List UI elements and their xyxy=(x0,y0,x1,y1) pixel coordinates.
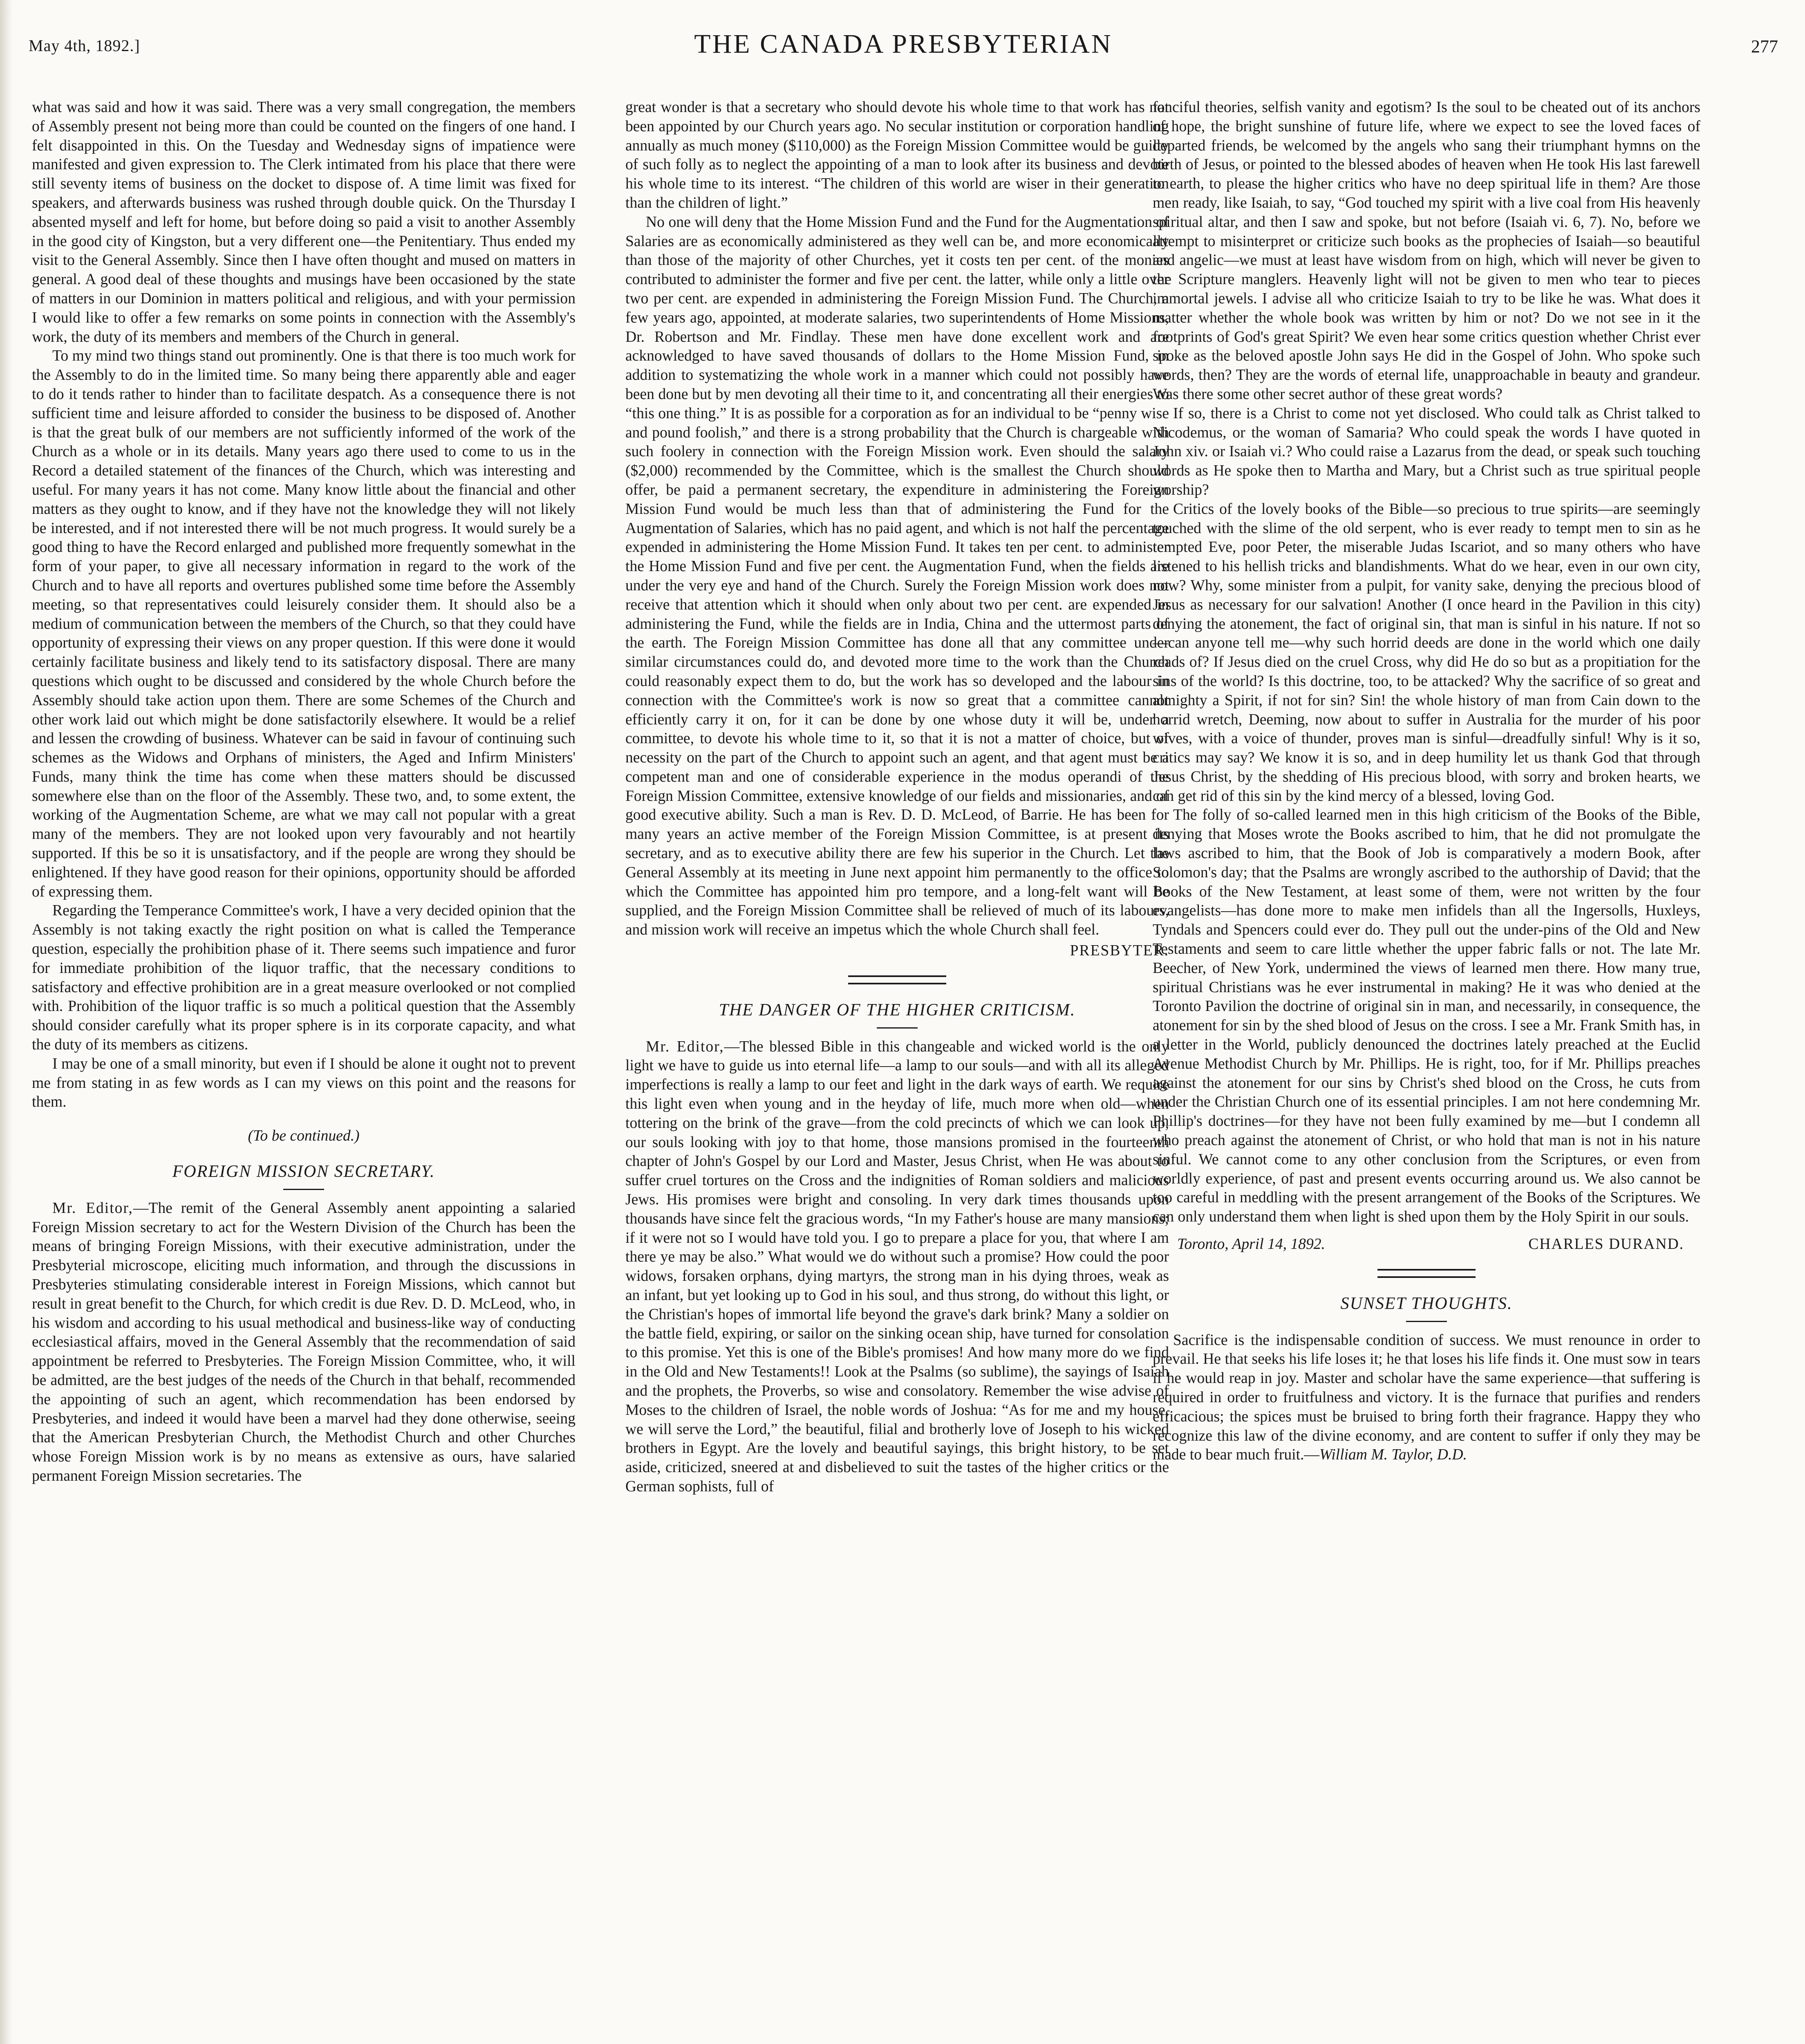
article-paragraph: To my mind two things stand out prominently. One is that there is too much work for the Assembly to do in the limited time. So many being there apparently able and eager to do it tends rather to hinder than to facilitate despatch. As a consequence there is not sufficient time and leisure afforded to consider the business to be disposed of. Another is that the great bulk of our members are not sufficiently informed of the work of the Church as a whole or in its details. Many years ago there used to come to us in the Record a detailed statement of the finances of the Church, which was interesting and useful. For many years it has not come. Many know little about the financial and other matters as they ought to know, and if they have not the knowledge they will not likely be interested, and if not interested there will be not much progress. It would surely be a good thing to have the Record enlarged and published more frequently somewhat in the form of your paper, to give all necessary information in regard to the work of the Church and to have all reports and overtures published some time before the Assembly meeting, so that representatives could leisurely consider them. It should also be a medium of communication between the members of the Church, so that they could have opportunity of expressing their views on any proper question. If this were done it would certainly facilitate business and likely tend to its satisfactory disposal. There are many questions which ought to be discussed and considered by the whole Church before the Assembly should take action upon them. There are some Schemes of the Church and other work laid out which might be done satisfactorily elsewhere. It would be a relief and lessen the crowding of business. Whatever can be said in favour of continuing such schemes as the Widows and Orphans of ministers, the Aged and Infirm Ministers' Funds, many think the time has come when these matters should be discussed somewhere else than on the floor of the Assembly. These two, and, to some extent, the working of the Augmentation Scheme, are what we may call not popular with a great many of the members. They are not looked upon very favourably and not heartily supported. If this be so it is unsatisfactory, and if the people are wrong they should be enlightened. If they have good reason for their opinions, opportunity should be afforded of expressing them. xyxy=(32,347,576,900)
section-title-higher-criticism: THE DANGER OF THE HIGHER CRITICISM. xyxy=(719,1000,1076,1020)
salutation: Mr. Editor, xyxy=(646,1038,724,1055)
section-divider xyxy=(1406,1321,1447,1322)
article-paragraph xyxy=(32,1199,576,1486)
section-divider xyxy=(1377,1269,1476,1278)
section-title-foreign-mission: FOREIGN MISSION SECRETARY. xyxy=(172,1162,435,1181)
section-divider xyxy=(283,1189,324,1190)
article-paragraph: great wonder is that a secretary who should devote his whole time to that work has not been appointed by our Church years ago. No secular institution or corporation handling annually as much money ($110,000) as the Foreign Mission Committee would be guilty of such folly as to neglect the appointing of a man to look after its business and devote his whole time to its interest. “The children of this world are wiser in their generation than the children of light.” xyxy=(625,99,1169,211)
article-signature-line xyxy=(1153,1235,1700,1254)
article-text: Sacrifice is the indispensable condition of success. We must renounce in order to prevail. He that seeks his life loses it; he that loses his life finds it. One must sow in tears if he would reap in joy. Master and scholar have the same experience—that suffering is required in order to fruitfulness and victory. It is the furnace that purifies and renders efficacious; the spices must be bruised to bring forth their fragrance. Happy they who recognize this law of the divine economy, and are content to suffer if only they may be made to bear much fruit.— xyxy=(1153,1331,1700,1464)
article-paragraph: If so, there is a Christ to come not yet disclosed. Who could talk as Christ talked to Nicodemus, or the woman of Samaria? Who could speak the words I have quoted in John xiv. or Isaiah vi.? Who could raise a Lazarus from the dead, or speak such touching words as He spoke then to Martha and Mary, but a Christ such as true spiritual people worship? xyxy=(1153,405,1700,498)
signature-row xyxy=(625,941,1169,961)
article-paragraph: fanciful theories, selfish vanity and egotism? Is the soul to be cheated out of its anchors of hope, the bright sunshine of future life, where we expect to see the loved faces of departed friends, be welcomed by the angels who sang their triumphant hymns on the birth of Jesus, or pointed to the blessed abodes of heaven when He took His last farewell to earth, to please the higher critics who have no deep spiritual life in them? Are those men ready, like Isaiah, to say, “God touched my spirit with a live coal from His heavenly spiritual altar, and then I saw and spoke, but not before (Isaiah vi. 6, 7). No, before we attempt to misinterpret or criticize such books as the prophecies of Isaiah—so beautiful and angelic—we must at least have wisdom from on high, which will never be given to the Scripture manglers. Heavenly light will not be given to men who tear to pieces immortal jewels. I advise all who criticize Isaiah to try to be like he was. What does it matter whether the whole book was written by him or not? Do we not see in it the footprints of God's great Spirit? We even hear some critics question whether Christ ever spoke as the beloved apostle John says He did in the Gospel of John. Who spoke such words, then? They are the words of eternal life, unapproachable in beauty and grandeur. Was there some other secret author of these great words? xyxy=(1153,99,1700,403)
article-paragraph xyxy=(625,1038,1169,1497)
place-date: Toronto, April 14, 1892. xyxy=(1177,1236,1325,1253)
article-paragraph xyxy=(1153,1331,1700,1465)
article-text: —The remit of the General Assembly anent appointing a salaried Foreign Mission secretary to act for the Western Division of the Church has been the means of bringing Foreign Missions, with their executive administration, under the Presbyterial microscope, eliciting much information, and through the discussions in Presbyteries stimulating considerable interest in Foreign Missions, which cannot but result in great benefit to the Church, for which credit is due Rev. D. D. McLeod, who, in his wisdom and according to his usual methodical and business-like way of conducting ecclesiastical affairs, moved in the General Assembly that the recommendation of said appointment be referred to Presbyteries. The Foreign Mission Committee, who, it will be admitted, are the best judges of the needs of the Church in that behalf, recommended the appointing of such an agent, which recommendation has been endorsed by Presbyteries, and indeed it would have been a marvel had they done otherwise, seeing that the American Presbyterian Church, the Methodist Church and other Churches whose Foreign Mission work is by no means as extensive as ours, have salaried permanent Foreign Mission secretaries. The xyxy=(32,1199,576,1484)
attribution: William M. Taylor, D.D. xyxy=(1319,1446,1467,1464)
article-text: —The blessed Bible in this changeable and wicked world is the only light we have to guide us into eternal life—a lamp to our souls—and with all its alleged imperfections is really a lamp to our feet and light in the dark ways of earth. We require this light even when young and in the heyday of life, much more when old—when tottering on the brink of the grave—from the cold precincts of which we can look up, our souls looking with joy to that home, those mansions promised in the fourteenth chapter of John's Gospel by our Lord and Master, Jesus Christ, when He was about to suffer cruel tortures on the Cross and the indignities of Roman soldiers and malicious Jews. His promises were bright and consoling. In very dark times thousands upon thousands have since felt the gracious words, “In my Father's house are many mansions; if it were not so I would have told you. I go to prepare a place for you, that where I am there ye may be also.” What would we do without such a promise? How could the poor widows, forsaken orphans, dying martyrs, the strong man in his dying throes, weak as an infant, but yet looking up to God in his soul, and thus strong, do without this light, or the Christian's hopes of immortal life beyond the grave's dark brink? Many a soldier on the battle field, expiring, or sailor on the sinking ocean ship, have turned for consolation to this promise. Yet this is one of the Bible's promises! And how many more do we find in the Old and New Testaments!! Look at the Psalms (so sublime), the sayings of Isaiah and the prophets, the Proverbs, so wise and consolatory. Remember the wise advise of Moses to the children of Israel, the noble words of Joshua: “As for me and my house, we will serve the Lord,” the beautiful, filial and brotherly love of Joseph to his wicked brothers in Egypt. Are the lovely and beautiful sayings, this bright history, to be set aside, criticized, sneered at and disbelieved to suit the tastes of the higher critics or the German sophists, full of xyxy=(625,1038,1169,1495)
page-edge-shadow xyxy=(0,0,12,2044)
author-name: CHARLES DURAND. xyxy=(1528,1236,1684,1253)
article-paragraph: Regarding the Temperance Committee's work, I have a very decided opinion that the Assembly is not taking exactly the right position on what is called the Temperance question, especially the prohibition phase of it. There seems such impatience and furor for immediate prohibition of the liquor traffic, that the necessary conditions to satisfactory and effective prohibition are in a great measure overlooked or not complied with. Prohibition of the liquor traffic is so much a political question that the Assembly should consider carefully what its proper sphere is in its corporate capacity, and what the duty of its members as citizens. xyxy=(32,902,576,1053)
issue-date: May 4th, 1892.] xyxy=(29,36,140,55)
column-1 xyxy=(32,98,576,1486)
signature: PRESBYTER. xyxy=(1070,942,1169,959)
section-divider xyxy=(848,975,946,984)
section-title-sunset-thoughts: SUNSET THOUGHTS. xyxy=(1340,1294,1513,1313)
column-2 xyxy=(625,98,1169,1497)
page-header xyxy=(29,29,1778,74)
article-paragraph: I may be one of a small minority, but even if I should be alone it ought not to prevent me from stating in as few words as I can my views on this point and the reasons for them. xyxy=(32,1055,576,1111)
article-paragraph: Critics of the lovely books of the Bible—so precious to true spirits—are seemingly touched with the slime of the old serpent, who is ever ready to tempt men to sin as he tempted Eve, poor Peter, the miserable Judas Iscariot, and so many others who have listened to his hellish tricks and blandishments. What do we hear, even in our own city, now? Why, some minister from a pulpit, for vanity sake, denying the precious blood of Jesus as necessary for our salvation! Another (I once heard in the Pavilion in this city) denying the atonement, the fact of original sin, that man is sinful in his nature. If not so—can anyone tell me—why such horrid deeds are done in the world which one daily reads of? If Jesus died on the cruel Cross, why did He do so but as a propitiation for the sins of the world? Is this doctrine, too, to be attacked? Why the sacrifice of so great and almighty a Spirit, if not for sin? Sin! the whole history of man from Cain down to the horrid wretch, Deeming, now about to suffer in Australia for the murder of his poor wives, with a voice of thunder, proves man is sinful—dreadfully sinful! Why is it so, critics may say? We know it is so, and in deep humility let us thank God that through Jesus Christ, by the shedding of His precious blood, with sorry and broken hearts, we can get rid of this sin by the kind mercy of a blessed, loving God. xyxy=(1153,500,1700,805)
article-paragraph: The folly of so-called learned men in this high criticism of the Books of the Bible, denying that Moses wrote the Books ascribed to him, that he did not promulgate the laws ascribed to him, that the Book of Job is comparatively a modern Book, after Solomon's day; that the Psalms are wrongly ascribed to the authorship of David; that the Books of the New Testament, at least some of them, were not written by the four evangelists—has done more to make men infidels than all the Ingersolls, Huxleys, Tyndals and Spencers could ever do. They pull out the under-pins of the Old and New Testaments and seem to care little whether the upper fabric falls or not. The late Mr. Beecher, of New York, undermined the views of learned men there. How many true, spiritual Christians was he ever instrumental in making? He it was who denied at the Toronto Pavilion the doctrine of original sin in man, and necessarily, in consequence, the atonement for sin by the shed blood of Jesus on the cross. I see a Mr. Frank Smith has, in a letter in the World, publicly denounced the doctrines lately preached at the Euclid Avenue Methodist Church by Mr. Phillips. He is right, too, for if Mr. Phillips preaches against the atonement for our sins by Christ's shed blood on the Cross, he cuts from under the Christian Church one of its essential principles. I am not here condemning Mr. Phillip's doctrines—for they have not been fully examined by me—but I condemn all who preach against the atonement of Christ, or who hold that man is not in his nature sinful. We cannot come to any other conclusion from the Scriptures, or even from worldly experience, of past and present events occurring around us. We also cannot be too careful in meddling with the present arrangement of the Books of the Scriptures. We can only understand them when light is shed upon them by the Holy Spirit in our souls. xyxy=(1153,807,1700,1226)
column-3 xyxy=(1153,98,1700,1465)
article-paragraph: what was said and how it was said. There was a very small congregation, the members of Assembly present not being more than could be counted on the fingers of one hand. I felt disappointed in this. On the Tuesday and Wednesday signs of impatience were manifested and given expression to. The Clerk intimated from his place that there were still seventy items of business on the docket to dispose of. A time limit was fixed for speakers, and afterwards business was rushed through double quick. On the Thursday I absented myself and left for home, but before doing so paid a visit to another Assembly in the good city of Kingston, but a very different one—the Penitentiary. Thus ended my visit to the General Assembly. Since then I have often thought and mused on matters in general. A good deal of these thoughts and musings have been occasioned by the state of matters in our Dominion in matters political and religious, and with your permission I would like to offer a few remarks on some points in connection with the Assembly's work, the duty of its members and members of the Church in general. xyxy=(32,99,576,345)
section-divider xyxy=(877,1027,918,1029)
newspaper-title: THE CANADA PRESBYTERIAN xyxy=(694,29,1113,59)
page-number: 277 xyxy=(1751,36,1778,56)
salutation: Mr. Editor, xyxy=(52,1199,133,1217)
to-be-continued: (To be continued.) xyxy=(248,1127,360,1145)
article-paragraph: No one will deny that the Home Mission Fund and the Fund for the Augmentation of Salaries are as economically administered as they well can be, and more economically than those of the majority of other Churches, yet it costs ten per cent. of the monies contributed to administer the former and five per cent. the latter, while only a little over two per cent. are expended in administering the Foreign Mission Fund. The Church, a few years ago, appointed, at moderate salaries, two superintendents of Home Missions, Dr. Robertson and Mr. Findlay. These men have done excellent work and are acknowledged to have saved thousands of dollars to the Home Mission Fund, in addition to systematizing the whole work in a manner which could not possibly have been done but by men devoting all their time to it, and concentrating all their energies to “this one thing.” It is as possible for a corporation as for an individual to be “penny wise and pound foolish,” and there is a strong probability that the Church is chargeable with such foolery in connection with the Foreign Mission work. Even should the salary ($2,000) recommended by the Committee, which is the smallest the Church should offer, be paid a permanent secretary, the expenditure in administering the Foreign Mission Fund would be much less than that of administering the Fund for the Augmentation of Salaries, which has no paid agent, and which is not half the percentage expended in administering the Home Mission Fund. It takes ten per cent. to administer the Home Mission Fund and five per cent. the Augmentation Fund, when the fields are under the very eye and hand of the Church. Surely the Foreign Mission work does not receive that attention which it should when only about two per cent. are expended in administering the Fund, while the fields are in India, China and the uttermost parts of the earth. The Foreign Mission Committee has done all that any committee under similar circumstances could do, and devoted more time to the work than the Church could reasonably expect them to do, but the work has so developed and the labour in connection with the Committee's work is now so great that a committee cannot efficiently carry it on, for it can be done by one whose duty it will be, under a committee, to devote his whole time to it, so that it is not a matter of choice, but of necessity on the part of the Church to appoint such an agent, and that agent must be a competent man and one of considerable experience in the modus operandi of the Foreign Mission Committee, extensive knowledge of our fields and missionaries, and of good executive ability. Such a man is Rev. D. D. McLeod, of Barrie. He has been for many years an active member of the Foreign Mission Committee, is at present its secretary, and as to executive ability there are few his superior in the Church. Let the General Assembly at its meeting in June next appoint him permanently to the office to which the Committee has appointed him pro tempore, and a long-felt want will be supplied, and the Foreign Mission Committee shall be relieved of much of its labours, and mission work will receive an impetus which the whole Church shall feel. xyxy=(625,213,1169,939)
